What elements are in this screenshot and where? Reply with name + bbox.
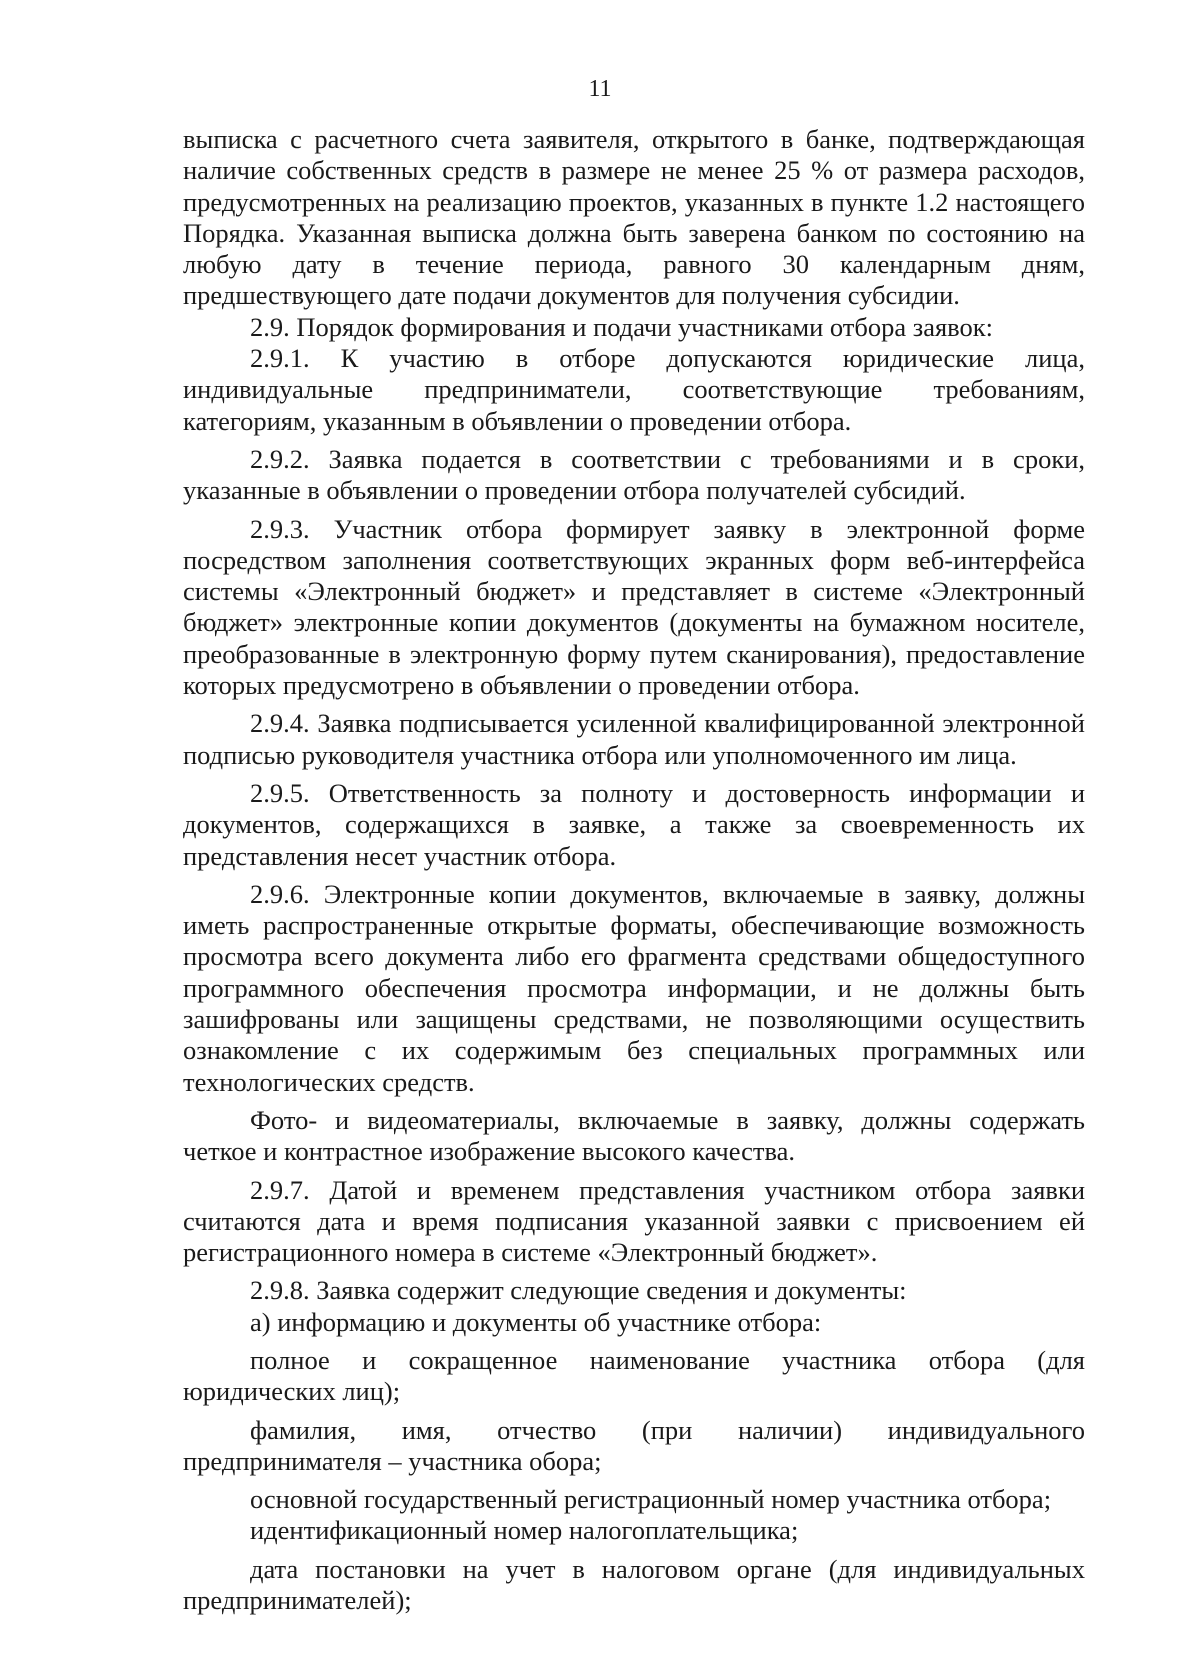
paragraph-2-9-1: 2.9.1. К участию в отборе допускаются юридические лица, индивидуальные предприниматели, соответствующие требованиям, категориям, указанным в объявлении о проведении отбора.	[183, 343, 1085, 436]
paragraph-2-9-2: 2.9.2. Заявка подается в соответствии с требованиями и в сроки, указанные в объявлении о проведении отбора получателей субсидий.	[183, 443, 1085, 506]
paragraph-2-9: 2.9. Порядок формирования и подачи участниками отбора заявок:	[250, 311, 993, 342]
paragraph-inn: идентификационный номер налогоплательщика;	[250, 1515, 799, 1546]
paragraph-photo-video: Фото- и видеоматериалы, включаемые в заявку, должны содержать четкое и контрастное изображение высокого качества.	[183, 1104, 1085, 1167]
paragraph-2-9-4: 2.9.4. Заявка подписывается усиленной квалифицированной электронной подписью руководителя участника отбора или уполномоченного им лица.	[183, 708, 1085, 770]
paragraph-ogrn: основной государственный регистрационный номер участника отбора;	[250, 1484, 1052, 1515]
paragraph-item-a: а) информацию и документы об участнике отбора:	[250, 1306, 822, 1337]
paragraph-full-name: полное и сокращенное наименование участника отбора (для юридических лиц);	[183, 1344, 1085, 1407]
document-body	[183, 124, 1085, 1616]
paragraph-entrepreneur-name: фамилия, имя, отчество (при наличии) индивидуального предпринимателя – участника обора;	[183, 1414, 1085, 1476]
paragraph-2-9-6: 2.9.6. Электронные копии документов, включаемые в заявку, должны иметь распространенные открытые форматы, обеспечивающие возможность просмотра всего документа либо его фрагмента средствами общедоступного программного обеспечения просмотра информации, и не должны быть зашифрованы или защищены средствами, не позволяющими осуществить ознакомление с их содержимым без специальных программных или технологических средств.	[183, 878, 1085, 1097]
page-number: 11	[588, 76, 612, 102]
paragraph-2-9-8: 2.9.8. Заявка содержит следующие сведения и документы:	[250, 1275, 907, 1306]
paragraph-bank-statement: выписка с расчетного счета заявителя, открытого в банке, подтверждающая наличие собственных средств в размере не менее 25 % от размера расходов, предусмотренных на реализацию проектов, указанных в пункте 1.2 настоящего Порядка. Указанная выписка должна быть заверена банком по состоянию на любую дату в течение периода, равного 30 календарным дням, предшествующего дате подачи документов для получения субсидии.	[183, 124, 1085, 311]
paragraph-2-9-5: 2.9.5. Ответственность за полноту и достоверность информации и документов, содержащихся в заявке, а также за своевременность их представления несет участник отбора.	[183, 777, 1085, 871]
paragraph-2-9-3: 2.9.3. Участник отбора формирует заявку в электронной форме посредством заполнения соответствующих экранных форм веб-интерфейса системы «Электронный бюджет» и представляет в системе «Электронный бюджет» электронные копии документов (документы на бумажном носителе, преобразованные в электронную форму путем сканирования), предоставление которых предусмотрено в объявлении о проведении отбора.	[183, 513, 1085, 701]
paragraph-tax-registration-date: дата постановки на учет в налоговом органе (для индивидуальных предпринимателей);	[183, 1553, 1085, 1616]
paragraph-2-9-7: 2.9.7. Датой и временем представления участником отбора заявки считаются дата и время подписания указанной заявки с присвоением ей регистрационного номера в системе «Электронный бюджет».	[183, 1174, 1085, 1268]
